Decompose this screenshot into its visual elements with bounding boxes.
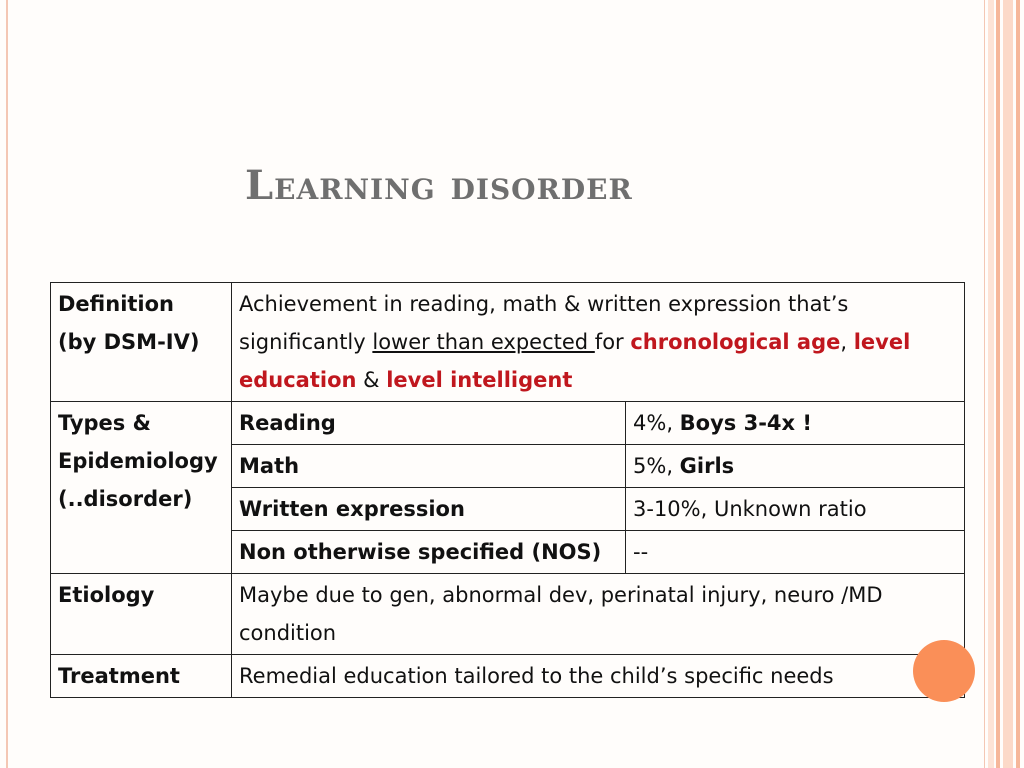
types-label-line1: Types & — [58, 411, 151, 435]
epi-math — [626, 445, 965, 488]
epi-reading-pct: 4%, — [633, 411, 680, 435]
epi-math-note: Girls — [679, 454, 735, 478]
epi-math-pct: 5%, — [633, 454, 680, 478]
type-reading: Reading — [232, 402, 626, 445]
epi-reading — [626, 402, 965, 445]
type-math: Math — [232, 445, 626, 488]
types-label-line3: (..disorder) — [58, 487, 193, 511]
definition-highlight-age: chronological age — [630, 330, 841, 354]
type-nos: Non otherwise specified (NOS) — [232, 531, 626, 574]
decorative-circle — [913, 640, 975, 702]
table-row-definition — [51, 283, 965, 402]
slide-title: Learning disorder — [245, 162, 633, 209]
definition-highlight-education: level education — [239, 330, 911, 392]
learning-disorder-table — [50, 282, 965, 698]
definition-text-for: for — [594, 330, 631, 354]
definition-sep2: & — [356, 368, 387, 392]
treatment-text: Remedial education tailored to the child’s specific needs — [232, 655, 965, 698]
definition-highlight-intelligence: level intelligent — [386, 368, 573, 392]
definition-label-line2: (by DSM-IV) — [58, 330, 200, 354]
table-row-etiology — [51, 574, 965, 655]
right-stripe-4 — [1016, 0, 1020, 768]
definition-label — [51, 283, 232, 402]
right-stripe-1 — [988, 0, 994, 768]
epi-reading-note: Boys 3-4x ! — [679, 411, 812, 435]
etiology-text: Maybe due to gen, abnormal dev, perinatal injury, neuro /MD condition — [232, 574, 965, 655]
definition-label-line1: Definition — [58, 292, 175, 316]
table-row-types-reading — [51, 402, 965, 445]
table-row-treatment — [51, 655, 965, 698]
epi-written: 3-10%, Unknown ratio — [626, 488, 965, 531]
definition-text-start: Achievement in reading, math & written expression that’s significantly — [239, 292, 849, 354]
definition-underlined: lower than expected — [372, 330, 595, 354]
epi-nos: -- — [626, 531, 965, 574]
types-label-line2: Epidemiology — [58, 449, 218, 473]
definition-sep1: , — [840, 330, 854, 354]
definition-text — [232, 283, 965, 402]
type-written: Written expression — [232, 488, 626, 531]
right-stripe-2 — [996, 0, 1000, 768]
types-label — [51, 402, 232, 574]
right-stripe-3 — [1003, 0, 1013, 768]
etiology-label: Etiology — [51, 574, 232, 655]
treatment-label: Treatment — [51, 655, 232, 698]
